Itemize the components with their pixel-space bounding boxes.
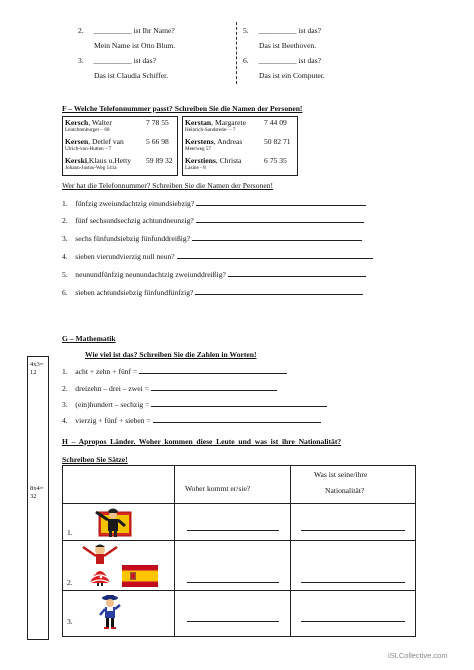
phone-question [62,216,364,225]
entry-number: 59 89 32 [146,156,173,165]
item-number: 6. [243,56,249,65]
answer-line[interactable] [301,582,405,583]
item-number: 5. [243,26,249,35]
entry-address: Leutchtenburger – 68 [65,127,110,133]
math-question [62,416,321,425]
entry-number: 50 82 71 [264,137,291,146]
question-text: ist das? [298,26,321,35]
question-text: ist Ihr Name? [133,26,175,35]
math-question [62,400,327,409]
section-f-instruction: Wer hat die Telefonnummer? Schreiben Sie die Namen der Personen! [62,181,274,190]
phonebook-entry [185,156,295,171]
answer-line[interactable] [153,422,321,423]
score-label: 4x3= [30,361,44,368]
item-number: 3. [62,400,68,409]
column-divider [174,466,175,636]
entry-address: Lasine - 8 [185,165,206,171]
entry-address: Ulrich-von-Hutten – 7 [65,146,112,152]
row-number: 2. [67,578,73,587]
answer-line[interactable] [187,582,279,583]
entry-firstname: , Margarete [211,118,247,127]
phonebook-entry [65,118,175,133]
item-number: 1. [62,199,68,208]
item-number: 1. [62,367,68,376]
phone-question [62,234,362,243]
entry-number: 7 78 55 [146,118,169,127]
section-h-title: H – Apropos Länder. Woher kommen diese Leute und was ist ihre Nationalität? [62,437,342,446]
math-expression: (ein)hundert – sechzig = [75,400,150,409]
watermark: iSLCollective.com [388,651,448,660]
entry-surname: Kerstiens [185,156,216,165]
entry-surname: Kerstan [185,118,212,127]
score-margin-column [27,356,49,640]
entry-firstname: , Christa [215,156,242,165]
row-number: 3. [67,617,73,626]
entry-surname: Kerski [65,156,87,165]
question-text: fünf sechsundsechzig achtundneunzig? [75,216,194,225]
section-g-title: G – Mathematik [62,334,116,343]
top-answer-2: Mein Name ist Otto Blum. [94,41,176,50]
answer-blank[interactable]: __________ [258,26,297,35]
section-g-instruction: Wie viel ist das? Schreiben Sie die Zahlen in Worten! [85,350,257,359]
phone-question [62,199,366,208]
column-divider [236,22,237,84]
entry-firstname: , Detlef van [88,137,124,146]
answer-line[interactable] [187,621,279,622]
score-label: 8x4= [30,485,44,492]
answer-line[interactable] [195,294,363,295]
phonebook-entry [185,137,295,152]
entry-surname: Kersch [65,118,89,127]
phone-question [62,270,366,279]
nationality-table [62,465,416,637]
column-divider [290,466,291,636]
section-h-subtitle: Schreiben Sie Sätze! [62,455,128,464]
question-text: ist das? [133,56,156,65]
question-text: sieben vierundvierzig null neun? [75,252,175,261]
spain-flag-icon [122,565,158,587]
row-divider [63,540,415,541]
phone-question [62,252,373,261]
score-value: 12 [30,369,37,376]
entry-address: Meerweg 57 [185,146,212,152]
answer-line[interactable] [151,390,277,391]
item-number: 4. [62,252,68,261]
item-number: 3. [78,56,84,65]
item-number: 4. [62,416,68,425]
score-value: 32 [30,493,37,500]
header-origin: Woher kommt er/sie? [185,484,251,493]
entry-number: 6 75 35 [264,156,287,165]
top-answer-3: Das ist Claudia Schiffer. [94,71,169,80]
row-number: 1. [67,528,73,537]
top-answer-6: Das ist ein Computer. [259,71,325,80]
answer-line[interactable] [196,222,364,223]
phonebook-entry [65,156,175,171]
phone-question [62,288,363,297]
answer-line[interactable] [139,373,287,374]
entry-surname: Kerstens [185,137,214,146]
phonebook-entry [185,118,295,133]
item-number: 5. [62,270,68,279]
header-nationality-line2: Nationalität? [325,486,365,495]
question-text: ist das? [298,56,321,65]
top-answer-5: Das ist Beethoven. [259,41,317,50]
math-expression: dreizehn – drei – zwei = [75,384,149,393]
item-number: 2. [62,384,68,393]
entry-firstname: , Andreas [213,137,243,146]
math-expression: acht + zehn + fünf = [75,367,138,376]
entry-firstname: ,Klaus u.Hetty [86,156,132,165]
question-text: sechs fünfundsiebzig fünfunddreißig? [75,234,191,243]
answer-line[interactable] [151,406,327,407]
header-nationality-line1: Was ist seine/ihre [314,470,368,479]
top-item-2 [78,26,175,35]
row-divider [63,590,415,591]
math-question [62,384,277,393]
entry-firstname: , Walter [88,118,112,127]
answer-line[interactable] [187,530,279,531]
phonebook-left [62,116,178,176]
phonebook-entry [65,137,175,152]
math-question [62,367,287,376]
row-divider [63,503,415,504]
top-item-5 [243,26,321,35]
question-text: sieben achtundsiebzig fünfundfünfzig? [75,288,194,297]
entry-address: Heinrich-Sandstede- – 7 [185,127,236,133]
answer-line[interactable] [228,276,366,277]
question-text: neunundfünfzig neunundachtzig zweiunddreißig? [75,270,226,279]
entry-address: Johann-Justus-Weg 141a [65,165,117,171]
entry-number: 5 66 98 [146,137,169,146]
question-text: fünfzig zweiundachtzig einundsiebzig? [75,199,195,208]
answer-line[interactable] [192,240,362,241]
phonebook-right [182,116,298,176]
item-number: 2. [62,216,68,225]
answer-blank[interactable]: __________ [93,56,132,65]
flamenco-dancer-clipart [77,543,123,587]
answer-line[interactable] [177,258,373,259]
item-number: 6. [62,288,68,297]
top-item-6 [243,56,321,65]
entry-number: 7 44 09 [264,118,287,127]
math-expression: vierzig + fünf + sieben = [75,416,151,425]
item-number: 3. [62,234,68,243]
spanish-man-clipart [91,506,135,538]
entry-surname: Kersen [65,137,89,146]
answer-line[interactable] [301,530,405,531]
person-clipart [99,594,121,630]
section-f-title: F – Welche Telefonnummer passt? Schreiben Sie die Namen der Personen! [62,104,303,113]
answer-line[interactable] [196,205,366,206]
item-number: 2. [78,26,84,35]
answer-blank[interactable]: __________ [258,56,297,65]
top-item-3 [78,56,156,65]
answer-blank[interactable]: __________ [93,26,132,35]
answer-line[interactable] [301,621,405,622]
